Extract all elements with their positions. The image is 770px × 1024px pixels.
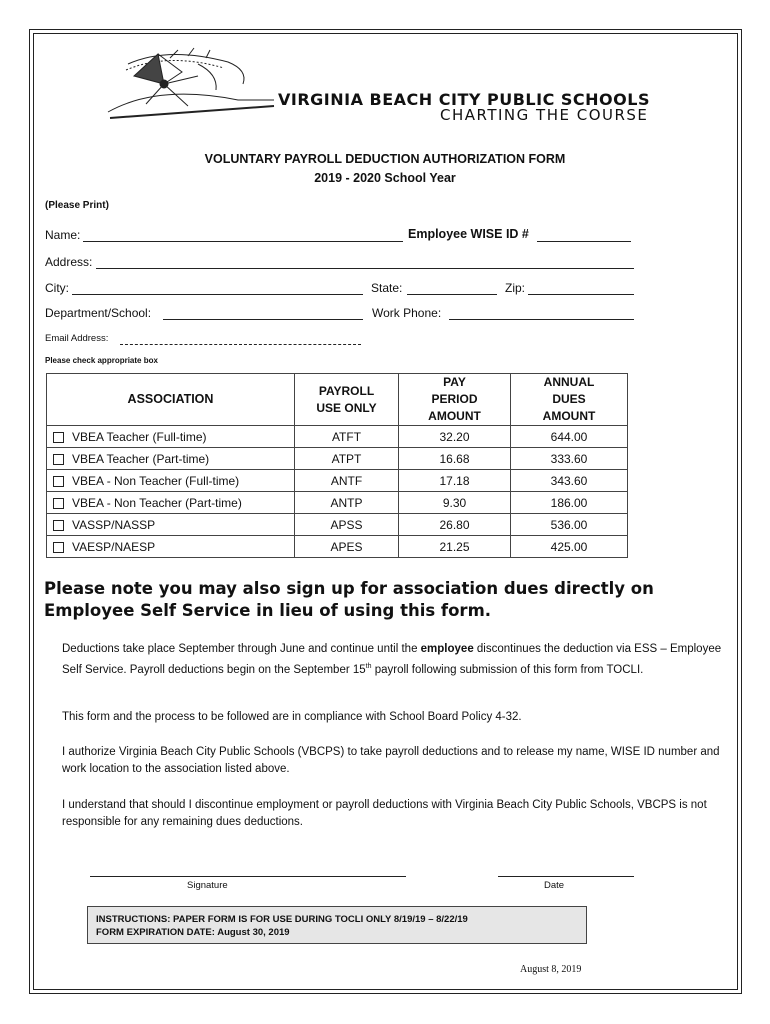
pay-period-cell: 9.30	[399, 492, 511, 514]
code-cell: ATPT	[295, 448, 399, 470]
annual-cell: 333.60	[511, 448, 628, 470]
pay-period-cell: 16.68	[399, 448, 511, 470]
checkbox[interactable]	[53, 454, 64, 465]
department-label: Department/School:	[45, 306, 152, 320]
signature-label: Signature	[187, 880, 228, 891]
zip-field[interactable]	[528, 294, 634, 295]
dues-table	[46, 373, 628, 558]
table-row	[47, 470, 628, 492]
checkbox[interactable]	[53, 432, 64, 443]
wise-id-field[interactable]	[537, 241, 631, 242]
association-cell: VBEA Teacher (Part-time)	[47, 448, 295, 470]
work-phone-field[interactable]	[449, 319, 634, 320]
code-cell: ATFT	[295, 426, 399, 448]
footer-date: August 8, 2019	[520, 964, 582, 975]
pay-period-cell: 21.25	[399, 536, 511, 558]
wise-id-label: Employee WISE ID #	[408, 227, 529, 241]
code-cell: ANTF	[295, 470, 399, 492]
state-label: State:	[371, 281, 403, 295]
annual-cell: 343.60	[511, 470, 628, 492]
checkbox[interactable]	[53, 476, 64, 487]
name-label: Name:	[45, 228, 81, 242]
pay-period-cell: 32.20	[399, 426, 511, 448]
header-annual-dues: ANNUAL DUES AMOUNT	[511, 374, 628, 426]
address-label: Address:	[45, 255, 93, 269]
checkbox[interactable]	[53, 498, 64, 509]
header-association: ASSOCIATION	[47, 374, 295, 426]
pay-period-cell: 17.18	[399, 470, 511, 492]
school-year: 2019 - 2020 School Year	[314, 171, 456, 185]
check-box-note: Please check appropriate box	[45, 356, 158, 365]
department-field[interactable]	[163, 319, 363, 320]
form-title: VOLUNTARY PAYROLL DEDUCTION AUTHORIZATION FORM	[204, 152, 566, 166]
work-phone-label: Work Phone:	[372, 306, 442, 320]
association-cell: VBEA - Non Teacher (Full-time)	[47, 470, 295, 492]
table-row	[47, 426, 628, 448]
pay-period-cell: 26.80	[399, 514, 511, 536]
annual-cell: 644.00	[511, 426, 628, 448]
instructions-line-2: FORM EXPIRATION DATE: August 30, 2019	[96, 927, 290, 938]
org-name: VIRGINIA BEACH CITY PUBLIC SCHOOLS	[278, 90, 650, 109]
annual-cell: 425.00	[511, 536, 628, 558]
header-pay-period: PAY PERIOD AMOUNT	[399, 374, 511, 426]
zip-label: Zip:	[505, 281, 526, 295]
please-print-note: (Please Print)	[45, 200, 109, 211]
state-field[interactable]	[407, 294, 497, 295]
policy-paragraph: This form and the process to be followed are in compliance with School Board Policy 4-32.	[62, 711, 522, 723]
authorize-paragraph: I authorize Virginia Beach City Public Schools (VBCPS) to take payroll deductions and to release my name, WISE ID number and work location to the association listed above.	[62, 746, 720, 775]
checkbox[interactable]	[53, 520, 64, 531]
signature-line[interactable]	[90, 876, 406, 877]
association-cell: VBEA Teacher (Full-time)	[47, 426, 295, 448]
code-cell: APES	[295, 536, 399, 558]
table-row	[47, 448, 628, 470]
association-cell: VAESP/NAESP	[47, 536, 295, 558]
discontinue-paragraph: I understand that should I discontinue employment or payroll deductions with Virginia Beach City Public Schools, VBCPS is not responsible for any remaining dues deductions.	[62, 799, 707, 828]
email-label: Email Address:	[45, 333, 109, 344]
address-field[interactable]	[96, 268, 634, 269]
table-row	[47, 514, 628, 536]
date-line[interactable]	[498, 876, 634, 877]
instructions-box	[87, 906, 587, 944]
code-cell: APSS	[295, 514, 399, 536]
instructions-line-1: INSTRUCTIONS: PAPER FORM IS FOR USE DURING TOCLI ONLY 8/19/19 – 8/22/19	[96, 914, 468, 925]
table-row	[47, 492, 628, 514]
city-field[interactable]	[72, 294, 363, 295]
org-tagline: CHARTING THE COURSE	[440, 106, 649, 124]
city-label: City:	[45, 281, 69, 295]
header-payroll-use: PAYROLL USE ONLY	[295, 374, 399, 426]
email-field[interactable]	[120, 344, 361, 345]
name-field[interactable]	[83, 241, 403, 242]
checkbox[interactable]	[53, 542, 64, 553]
deductions-paragraph: Deductions take place September through June and continue until the employee discontinues the deduction via ESS – Employee Self Service. Payroll deductions begin on the September 15th payroll following submission of this form from TOCLI.	[62, 643, 722, 676]
code-cell: ANTP	[295, 492, 399, 514]
annual-cell: 186.00	[511, 492, 628, 514]
compass-logo-icon	[98, 44, 278, 122]
date-label: Date	[544, 880, 565, 891]
ess-note: Please note you may also sign up for association dues directly on Employee Self Service in lieu of using this form.	[44, 579, 654, 620]
association-cell: VASSP/NASSP	[47, 514, 295, 536]
table-row	[47, 536, 628, 558]
association-cell: VBEA - Non Teacher (Part-time)	[47, 492, 295, 514]
annual-cell: 536.00	[511, 514, 628, 536]
